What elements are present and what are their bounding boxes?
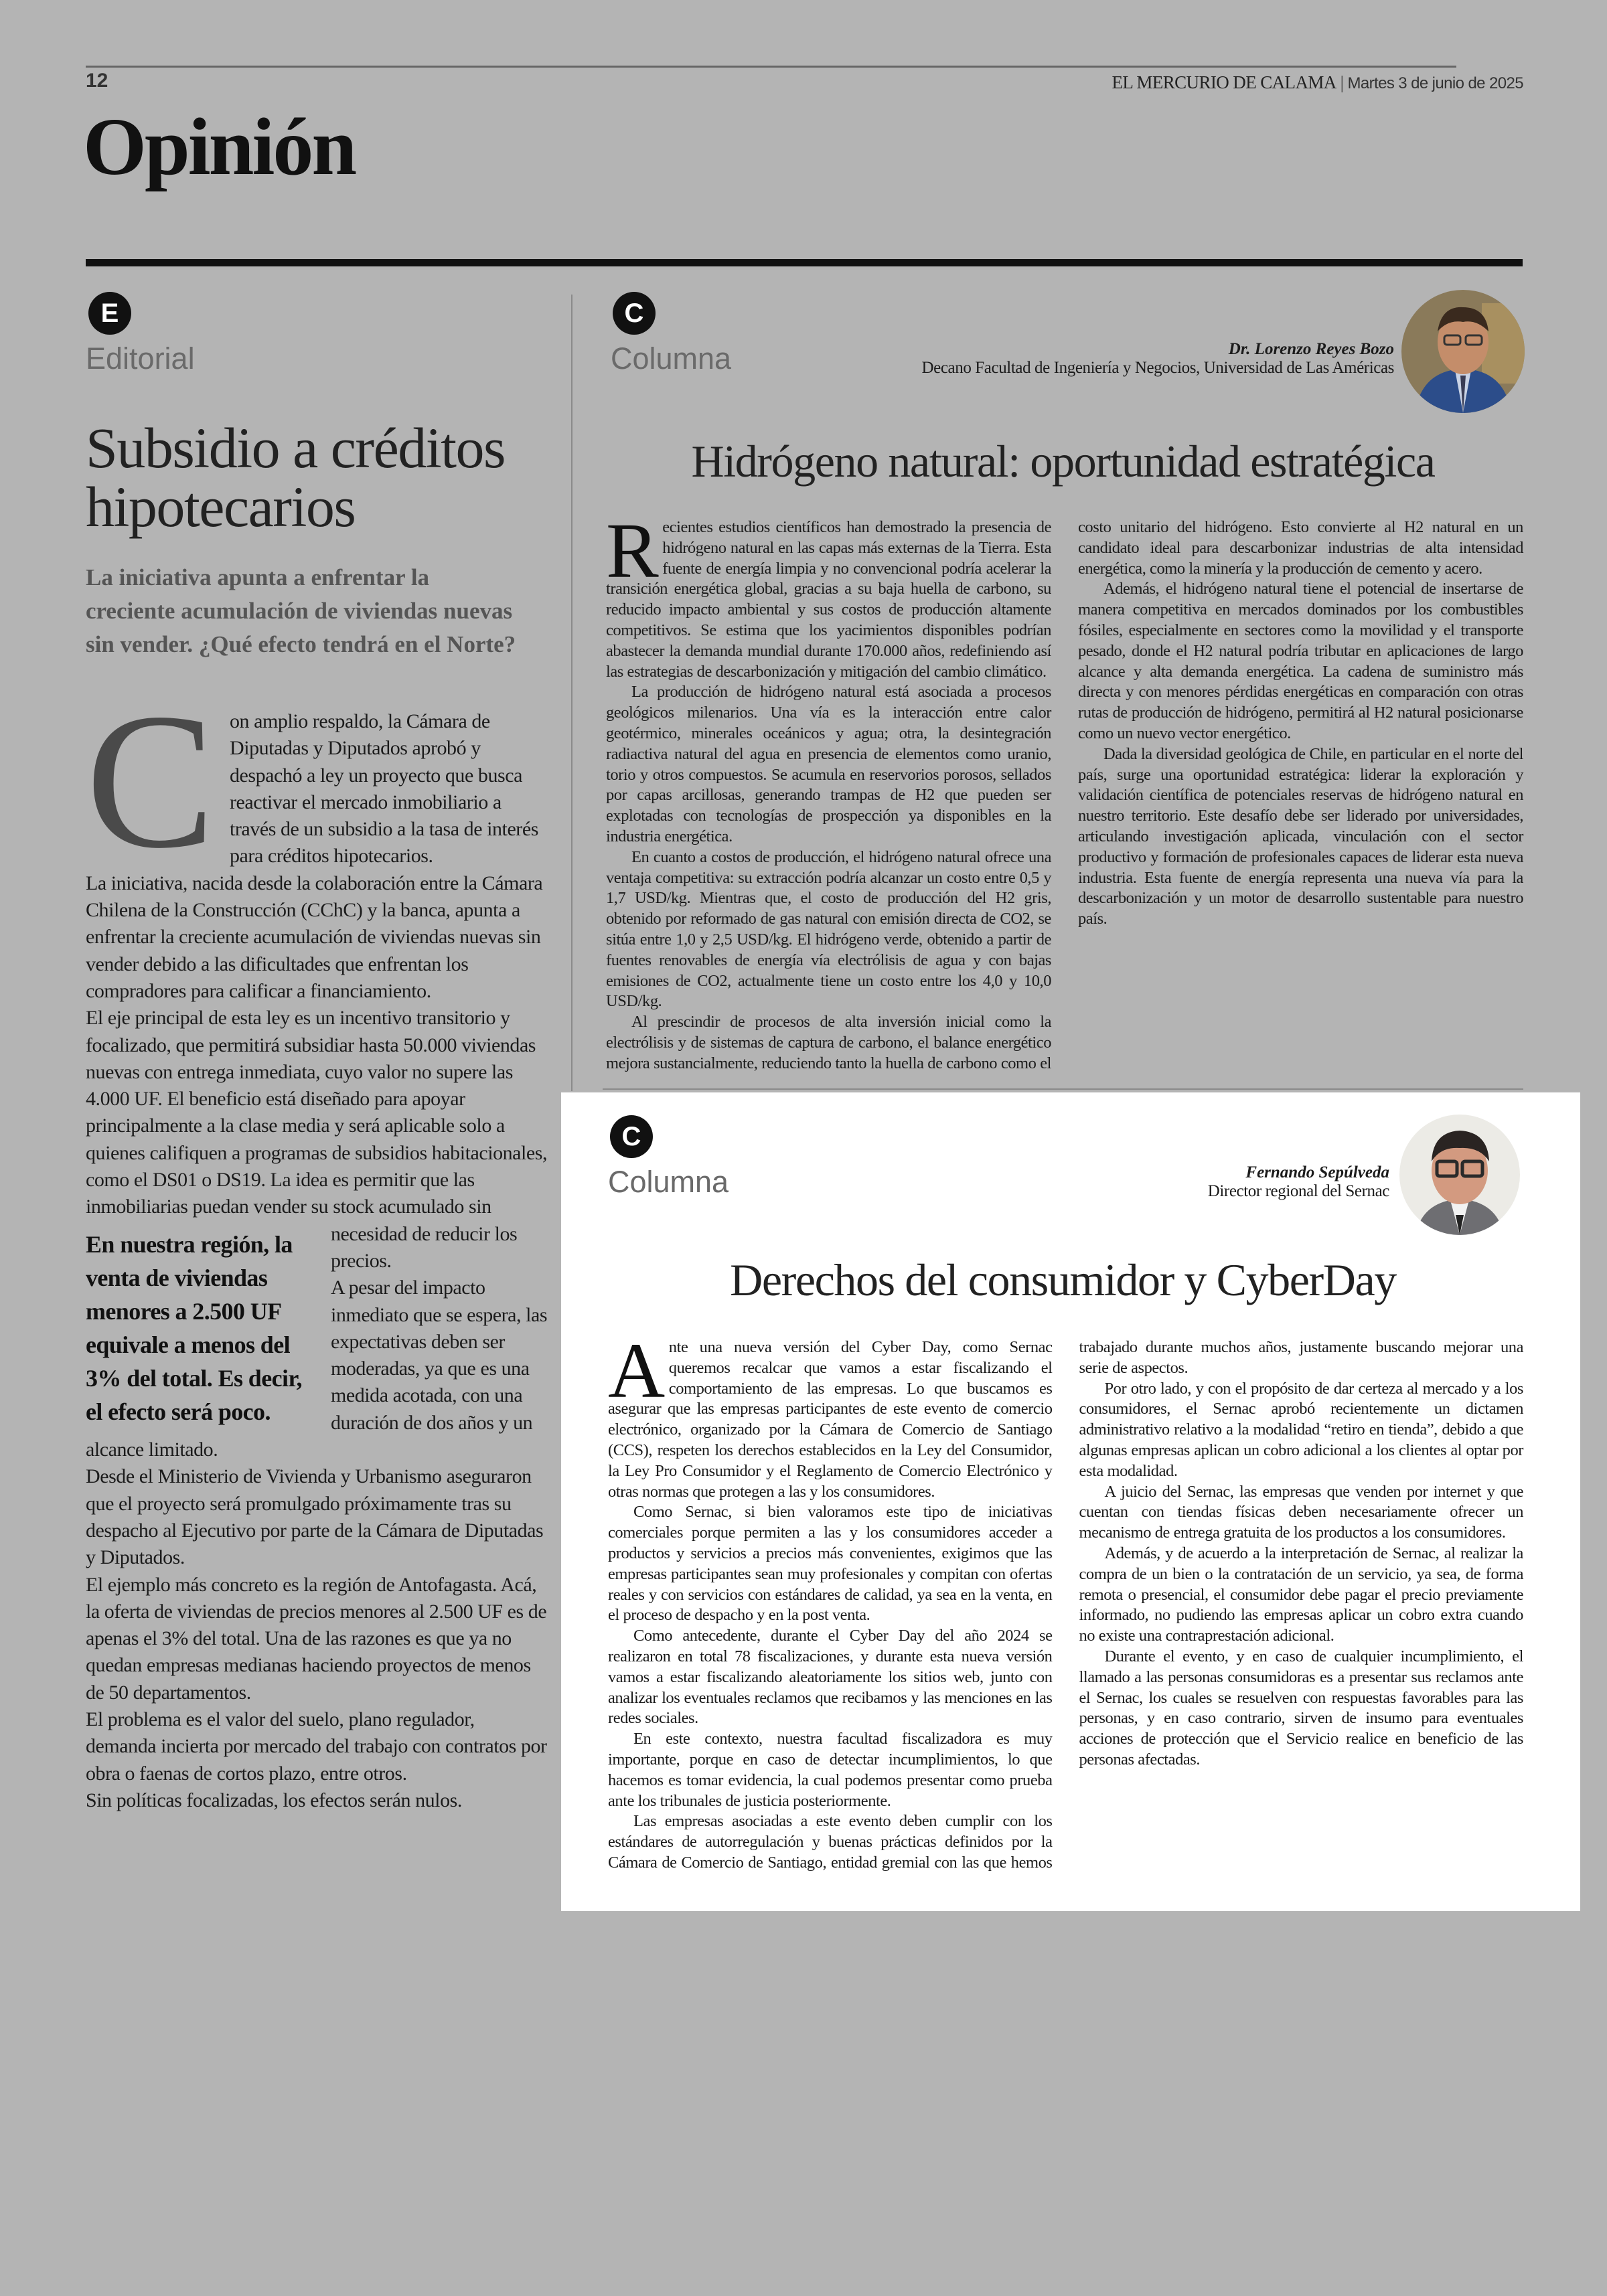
editorial-dropcap: C bbox=[86, 673, 215, 888]
paragraph: Al prescindir de procesos de alta inversión inicial como la electrólisis y de sistemas de captura de carbono, el balance energético mejora sustancialmente, reduciendo tanto la huella de carbono como el costo unitario del hidrógeno. Esto convierte al H2 natural en un candidato ideal para descarbonizar industrias de alta intensidad energética, como la minería y la producción de cemento y acero. bbox=[606, 518, 1523, 1072]
top-rule bbox=[86, 66, 1456, 68]
paragraph: A pesar del impacto inmediato que se espera, las expectativas deben ser moderadas, ya que es una medida acotada, con una duración de dos años y un alcance limitado. bbox=[86, 1277, 548, 1461]
paragraph: El eje principal de esta ley es un incentivo transitorio y focalizado, que permitirá subsidiar hasta 50.000 viviendas nuevas con entrega inmediata, cuyo valor no supere las 4.000 UF. El beneficio está diseñado para apoyar principalmente a la clase media y será aplicable solo a quienes califiquen a programas de subsidios habitacionales, como el DS01 o DS19. La idea es permitir que las inmobiliarias puedan vender su stock acumulado sin necesidad de reducir los precios. bbox=[86, 1007, 548, 1272]
author-name: Dr. Lorenzo Reyes Bozo bbox=[1228, 340, 1394, 358]
paragraph: Desde el Ministerio de Vivienda y Urbanismo aseguraron que el proyecto será promulgado próximamente tras su despacho al Ejecutivo por parte de la Cámara de Diputadas y Diputados. bbox=[86, 1465, 544, 1569]
editorial-pull-quote: En nuestra región, la venta de viviendas menores a 2.500 UF equivale a menos del 3% del total. Es decir, el efecto será poco. bbox=[86, 1231, 302, 1425]
paragraph: Como Sernac, si bien valoramos este tipo de iniciativas comerciales porque permiten a las y los consumidores acceder a productos y servicios a precios más convenientes, exigimos que las empresas participantes sean muy profesionales y compitan con ofertas reales y con servicios con estándares de calidad, ya sea en la venta, en el proceso de despacho y en la post venta. bbox=[608, 1503, 1053, 1625]
paragraph: Las empresas asociadas a este evento deben cumplir con los estándares de autorregulación y buenas prácticas definidos por la Cámara de Comercio de Santiago, entidad gremial con las que hemos trabajado durante muchos años, justamente buscando mejorar una serie de aspectos. bbox=[608, 1338, 1523, 1872]
paragraph bbox=[606, 507, 1051, 682]
paragraph: on amplio respaldo, la Cámara de Diputadas y Diputados aprobó y despachó a ley un proyecto que busca reactivar el mercado inmobiliario a través de un subsidio a la tasa de interés para créditos hipotecarios. bbox=[229, 710, 538, 868]
column-badge-icon: C bbox=[610, 1115, 653, 1158]
paragraph: A juicio del Sernac, las empresas que venden por internet y que cuentan con tiendas físicas deben necesariamente ofrecer un mecanismo de entrega gratuita de los productos a los consumidores. bbox=[1079, 1482, 1523, 1542]
editorial-badge-icon: E bbox=[88, 292, 131, 335]
author-name: Fernando Sepúlveda bbox=[1245, 1163, 1389, 1181]
page-number: 12 bbox=[86, 70, 108, 92]
section-rule bbox=[86, 259, 1523, 266]
issue-date: Martes 3 de junio de 2025 bbox=[1347, 74, 1523, 92]
paragraph: Como antecedente, durante el Cyber Day del año 2024 se realizaron en total 78 fiscalizaciones, y durante esta nueva versión vamos a estar fiscalizando aleatoriamente los sitios web, junto con analizar los eventuales reclamos que recibamos y las menciones en las redes sociales. bbox=[608, 1627, 1053, 1728]
section-title: Opinión bbox=[83, 102, 356, 192]
author-photo bbox=[1401, 290, 1525, 413]
paragraph-text: nte una nueva versión del Cyber Day, como Sernac queremos recalcar que vamos a estar fiscalizando el comportamiento de las empresas. Lo que buscamos es asegurar que las empresas participantes de este evento de comercio electrónico, organizado por la Cámara de Comercio de Santiago (CCS), respeten los derechos establecidos en la Ley del Consumidor, la Ley Pro Consumidor y el Reglamento de Comercio Electrónico y otras normas que protegen a las y los consumidores. bbox=[608, 1338, 1053, 1501]
column-kicker: Columna bbox=[611, 341, 732, 376]
author-byline bbox=[1208, 1163, 1389, 1201]
masthead-separator: | bbox=[1340, 72, 1344, 92]
paragraph: En este contexto, nuestra facultad fiscalizadora es muy importante, porque en caso de detectar incumplimientos, lo que hacemos es tomar evidencia, la cual podemos presentar como prueba ante los tribunales de justicia posteriormente. bbox=[608, 1730, 1053, 1810]
paragraph: La producción de hidrógeno natural está asociada a procesos geológicos milenarios. Una vía es la interacción entre calor geotérmico, minerales oceánicos y agua; otra, la desintegración radiactiva natural del agua en presencia de elementos como uranio, torio y otros compuestos. Se acumula en reservorios porosos, sellados por capas arcillosas, generando trampas de H2 que pueden ser explotadas con tecnologías de prospección ya disponibles en la industria energética. bbox=[606, 683, 1051, 845]
paragraph: El problema es el valor del suelo, plano regulador, demanda incierta por mercado del trabajo con contratos por obra o faenas de cortos plazo, entre otros. bbox=[86, 1708, 547, 1785]
author-role: Decano Facultad de Ingeniería y Negocios, Universidad de Las Américas bbox=[921, 359, 1394, 377]
author-byline bbox=[922, 340, 1394, 378]
editorial-subheading: La iniciativa apunta a enfrentar la creciente acumulación de viviendas nuevas sin vender. ¿Qué efecto tendrá en el Norte? bbox=[86, 564, 516, 657]
editorial-kicker: Editorial bbox=[86, 341, 195, 376]
column-body bbox=[606, 507, 1523, 1080]
paragraph: La iniciativa, nacida desde la colaboración entre la Cámara Chilena de la Construcción (CChC) y la banca, apunta a enfrentar la creciente acumulación de viviendas nuevas sin vender debido a las dificultades que enfrentan los compradores para calificar a financiamiento. bbox=[86, 872, 543, 1002]
column-divider bbox=[571, 295, 572, 1091]
column-body bbox=[608, 1327, 1523, 1906]
column-headline: Derechos del consumidor y CyberDay bbox=[730, 1254, 1396, 1305]
column-headline: Hidrógeno natural: oportunidad estratégica bbox=[691, 436, 1435, 487]
paragraph: En cuanto a costos de producción, el hidrógeno natural ofrece una ventaja competitiva: su extracción podría alcanzar un costo entre 0,5 y 1,7 USD/kg. Mientras que, el costo de producción del H2 gris, obtenido por reformado de gas natural con emisión directa de CO2, se sitúa entre 1,0 y 2,5 USD/kg. El hidrógeno verde, obtenido a partir de fuentes renovables de energía vía electrólisis de agua y con bajas emisiones de CO2, actualmente tiene un costo entre los 4,0 y 10,0 USD/kg. bbox=[606, 847, 1051, 1011]
paragraph: Durante el evento, y en caso de cualquier incumplimiento, el llamado a las personas consumidoras es a presentar sus reclamos ante el Sernac, los cuales se resuelven con respuestas favorables para las personas, y en caso contrario, sirven de insumo para eventuales acciones de protección que el Servicio realice en beneficio de las personas afectadas. bbox=[1079, 1647, 1523, 1769]
paragraph: El ejemplo más concreto es la región de Antofagasta. Acá, la oferta de viviendas de precios menores al 2.500 UF es de apenas el 3% del total. Una de las razones es que ya no quedan empresas medianas haciendo proyectos de menos de 50 departamentos. bbox=[86, 1573, 547, 1704]
column-badge-icon: C bbox=[613, 292, 656, 335]
paragraph-text: ecientes estudios científicos han demostrado la presencia de hidrógeno natural en las capas más externas de la Tierra. Esta fuente de energía limpia y no convencional podría acelerar la transición energética global, gracias a su baja huella de carbono, su reducido impacto ambiental y sus costos de producción altamente competitivos. Se estima que los yacimientos disponibles podrían abastecer la demanda mundial durante 170.000 años, redefiniendo así las estrategias de descarbonización y mitigación del cambio climático. bbox=[606, 518, 1051, 681]
column-dropcap: A bbox=[608, 1327, 665, 1414]
paragraph bbox=[608, 1327, 1053, 1502]
column-kicker: Columna bbox=[608, 1165, 729, 1199]
author-portrait-icon bbox=[1401, 290, 1525, 413]
publication-name: EL MERCURIO DE CALAMA bbox=[1112, 72, 1336, 92]
column-dropcap: R bbox=[606, 507, 659, 594]
paragraph: Sin políticas focalizadas, los efectos serán nulos. bbox=[86, 1789, 462, 1811]
paragraph: Dada la diversidad geológica de Chile, en particular en el norte del país, surge una oportunidad estratégica: liderar la exploración y validación científica de potenciales reservas de hidrógeno natural en nuestro territorio. Este desafío debe ser liderado por universidades, articulando investigación aplicada, vinculación con el sector productivo y formación de profesionales capaces de liderar esta nueva industria. Esta fuente de energía representa una nueva vía para la descarbonización y un motor de desarrollo sustentable para nuestro país. bbox=[1078, 744, 1523, 928]
paragraph: Además, y de acuerdo a la interpretación de Sernac, al realizar la compra de un bien o la contratación de un servicio, ya sea, de forma remota o presencial, el consumidor debe pagar el precio previamente informado, no pudiendo las empresas aplicar un cobro extra cuando no existe una contraprestación adicional. bbox=[1079, 1544, 1523, 1645]
editorial-body bbox=[86, 673, 548, 1814]
editorial-headline: Subsidio a créditos hipotecarios bbox=[86, 416, 505, 539]
column-separator-rule bbox=[603, 1088, 1523, 1090]
masthead bbox=[1112, 72, 1524, 93]
paragraph: Además, el hidrógeno natural tiene el potencial de insertarse de manera competitiva en mercados dominados por los combustibles fósiles, especialmente en sectores como la movilidad y el transporte pesado, donde el H2 natural podría tributar en aplicaciones de largo alcance y alta demanda energética. La cadena de suministro más directa y con menores pérdidas energéticas en comparación con otras rutas de producción de hidrógeno, permitirá al H2 natural posicionarse como un nuevo vector energético. bbox=[1078, 580, 1523, 742]
paragraph: Por otro lado, y con el propósito de dar certeza al mercado y a los consumidores, el Sernac aprobó recientemente un dictamen administrativo relativo a la modalidad “retiro en tienda”, debido a que algunas empresas aplican un cobro adicional a los clientes al optar por esta modalidad. bbox=[1079, 1379, 1523, 1480]
author-role: Director regional del Sernac bbox=[1207, 1182, 1389, 1200]
author-photo bbox=[1399, 1115, 1520, 1235]
author-portrait-icon bbox=[1399, 1115, 1520, 1235]
